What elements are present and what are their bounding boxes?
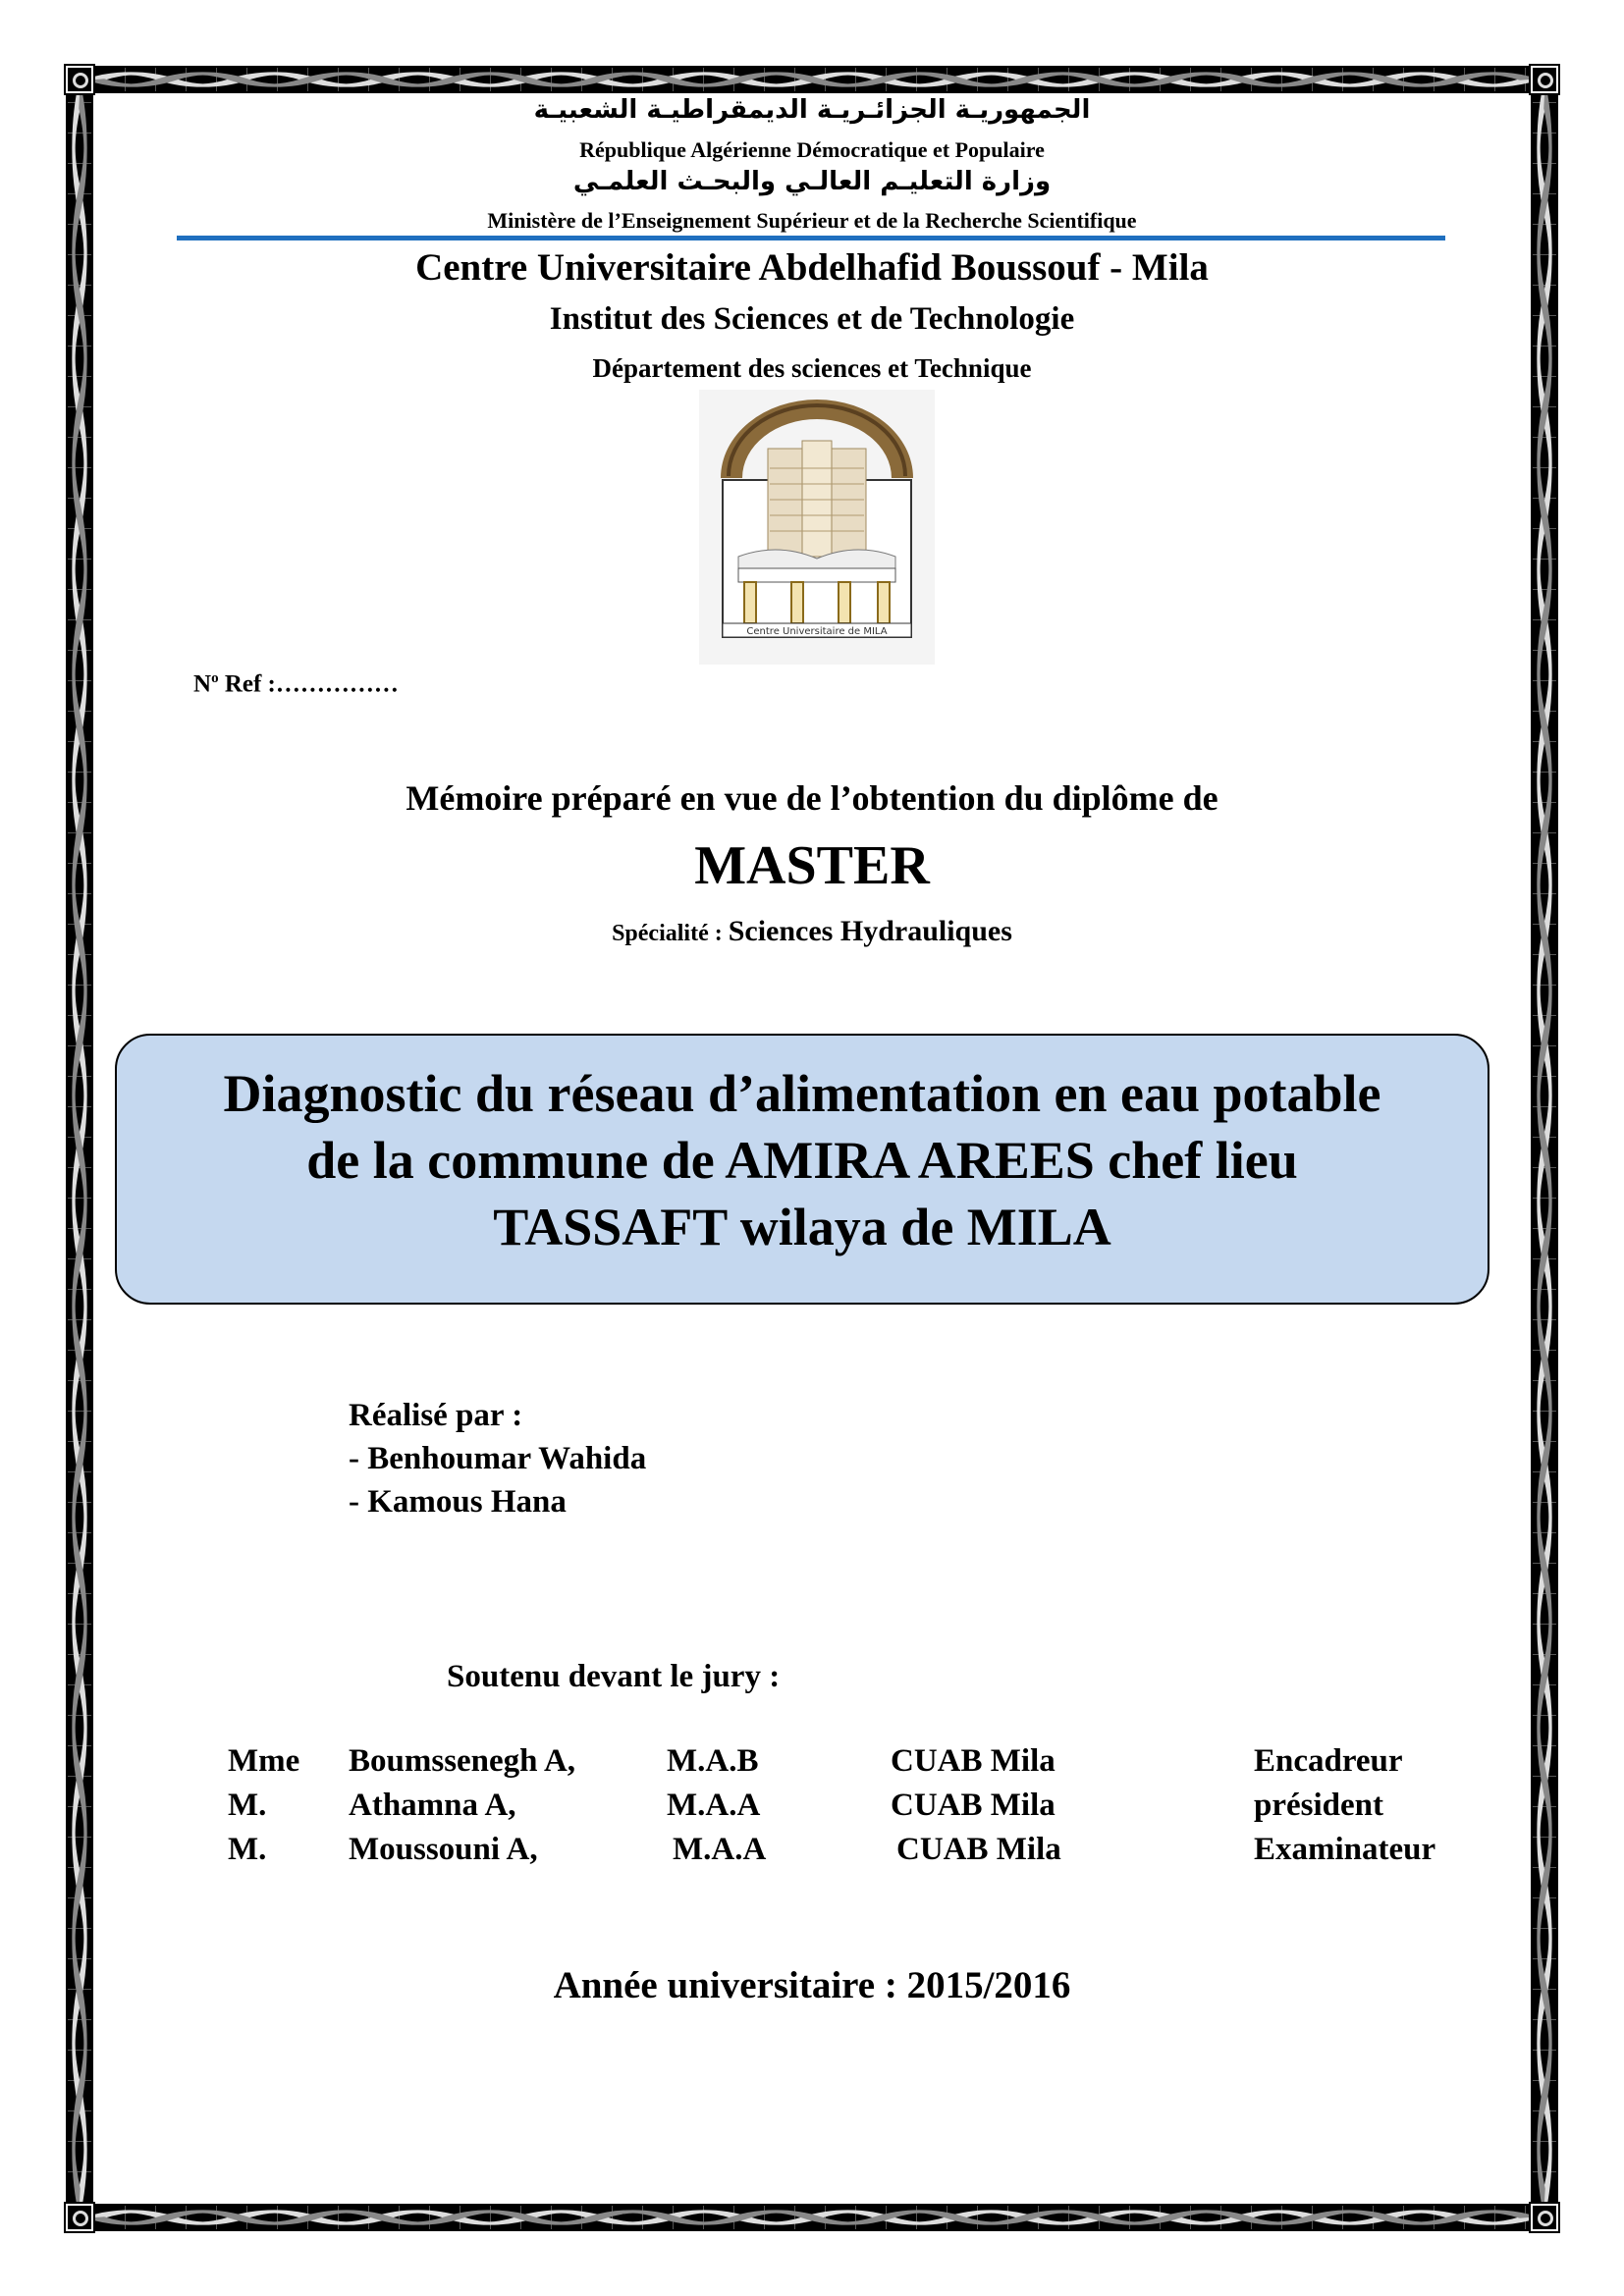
arabic-republic-heading: الجمهوريـة الجزائـريـة الديمقراطيـة الشعبيـة <box>533 95 1091 125</box>
jury-label: Soutenu devant le jury : <box>447 1659 781 1694</box>
border-corner-ornament-icon <box>66 2204 93 2231</box>
border-corner-ornament-icon <box>1531 2204 1558 2231</box>
university-name: Centre Universitaire Abdelhafid Boussouf - Mila <box>415 246 1209 289</box>
reference-number: $N^o$ Ref :…………… <box>193 670 399 698</box>
jury-title: M. <box>228 1788 267 1823</box>
border-corner-ornament-icon <box>66 66 93 93</box>
department-name: Département des sciences et Technique <box>592 353 1032 383</box>
jury-title: M. <box>228 1832 267 1867</box>
header-divider <box>177 236 1445 240</box>
jury-institution: CUAB Mila <box>891 1743 1056 1779</box>
thesis-title-line: TASSAFT wilaya de MILA <box>493 1198 1111 1256</box>
jury-role: Encadreur <box>1254 1743 1403 1779</box>
border-strip-bottom <box>93 2204 1531 2231</box>
authors-section <box>349 1394 646 1523</box>
jury-institution: CUAB Mila <box>891 1788 1056 1823</box>
thesis-title-line: de la commune de AMIRA AREES chef lieu <box>306 1131 1298 1190</box>
jury-role: Examinateur <box>1254 1832 1436 1867</box>
jury-grade: M.A.B <box>667 1743 759 1779</box>
degree-level: MASTER <box>694 835 930 896</box>
institute-name: Institut des Sciences et de Technologie <box>549 301 1075 337</box>
border-strip-right <box>1531 93 1558 2204</box>
jury-grade: M.A.A <box>673 1832 767 1867</box>
border-strip-top <box>93 66 1531 93</box>
university-logo <box>699 390 935 665</box>
jury-institution: CUAB Mila <box>896 1832 1061 1867</box>
republic-heading: République Algérienne Démocratique et Populaire <box>579 137 1045 162</box>
academic-year: Année universitaire : 2015/2016 <box>553 1964 1071 2006</box>
speciality: Spécialité : Sciences Hydrauliques <box>612 915 1012 947</box>
border-strip-left <box>66 93 93 2204</box>
jury-name: Moussouni A, <box>349 1832 538 1867</box>
jury-name: Athamna A, <box>349 1788 516 1823</box>
author-name: - Benhoumar Wahida <box>349 1441 647 1476</box>
arabic-ministry-heading: وزارة التعليـم العالـي والبحـث العلمـي <box>572 167 1052 196</box>
jury-name: Boumssenegh A, <box>349 1743 576 1779</box>
author-name: - Kamous Hana <box>349 1484 567 1520</box>
degree-intro: Mémoire préparé en vue de l’obtention du diplôme de <box>406 778 1218 818</box>
thesis-title-line: Diagnostic du réseau d’alimentation en eau potable <box>223 1064 1381 1123</box>
thesis-title-box <box>115 1034 1489 1305</box>
svg-text:Centre Universitaire de MILA: Centre Universitaire de MILA <box>746 626 888 637</box>
university-logo-icon <box>699 390 935 665</box>
border-corner-ornament-icon <box>1531 66 1558 93</box>
jury-grade: M.A.A <box>667 1788 761 1823</box>
jury-role: président <box>1254 1788 1383 1823</box>
authors-label: Réalisé par : <box>349 1398 523 1433</box>
ministry-heading: Ministère de l’Enseignement Supérieur et de la Recherche Scientifique <box>487 208 1137 233</box>
jury-title: Mme <box>228 1743 300 1779</box>
